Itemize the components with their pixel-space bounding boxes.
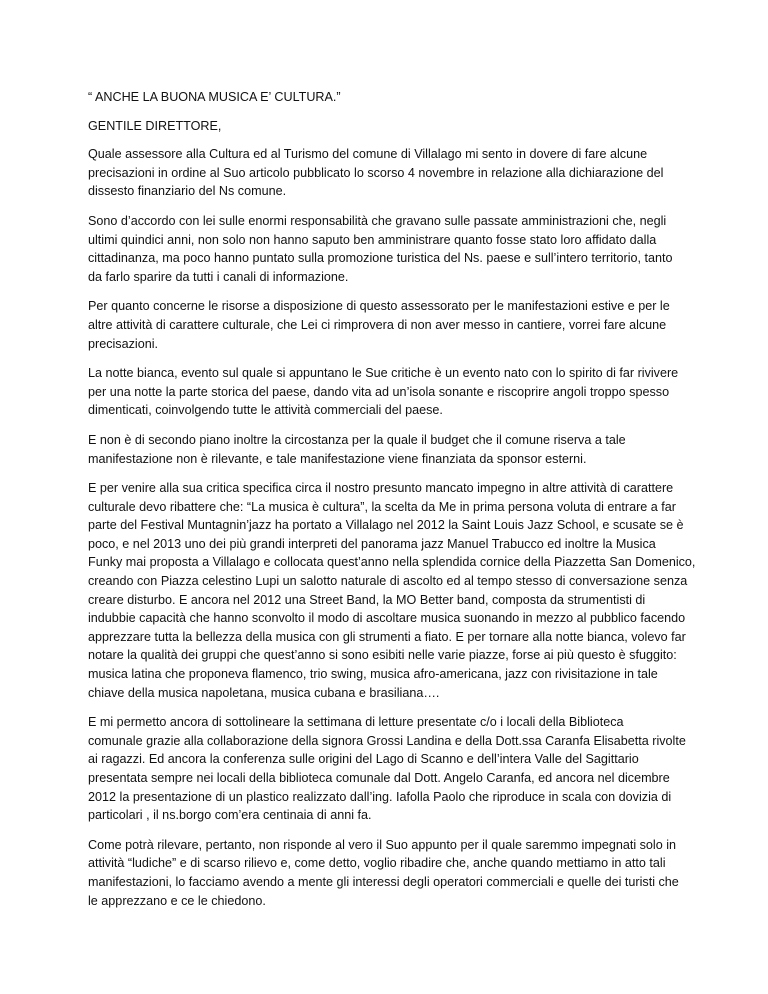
paragraph-5: E non è di secondo piano inoltre la circostanza per la quale il budget che il comune riserva a tale manifestazione non è rilevante, e tale manifestazione viene finanziata da sponsor esterni.	[88, 432, 626, 466]
paragraph-4: La notte bianca, evento sul quale si appuntano le Sue critiche è un evento nato con lo spirito di far rivivere per una notte la parte storica del paese, dando vita ad un’isola sonante e riscoprire angoli troppo spesso dimenticati, coinvolgendo tutte le attività commerciali del paese.	[88, 366, 679, 418]
letter-title: “ ANCHE LA BUONA MUSICA E’ CULTURA.”	[88, 90, 341, 104]
paragraph-1: Quale assessore alla Cultura ed al Turismo del comune di Villalago mi sento in dovere di fare alcune precisazioni in ordine al Suo articolo pubblicato lo scorso 4 novembre in relazione alla dichiarazione del dissesto finanziario del Ns comune.	[88, 147, 664, 199]
paragraph-7: E mi permetto ancora di sottolineare la settimana di letture presentate c/o i locali della Biblioteca comunale grazie alla collaborazione della signora Grossi Landina e della Dott.ssa Caranfa Elisabetta rivolte ai ragazzi. Ed ancora la conferenza sulle origini del Lago di Scanno e dell’intera Valle del Sagittario presentata sempre nei locali della biblioteca comunale dal Dott. Angelo Caranfa, ed ancora nel dicembre 2012 la presentazione di un plastico realizzato dall’ing. Iafolla Paolo che riproduce in scala con dovizia di particolari , il ns.borgo com’era centinaia di anni fa.	[88, 715, 686, 823]
letter-body	[88, 88, 696, 921]
paragraph-6: E per venire alla sua critica specifica circa il nostro presunto mancato impegno in altre attività di carattere culturale devo ribattere che: “La musica è cultura”, la scelta da Me in prima persona voluta di entrare a far parte del Festival Muntagnin’jazz ha portato a Villalago nel 2012 la Saint Louis Jazz School, e scusate se è poco, e nel 2013 uno dei più grandi interpreti del panorama jazz Manuel Trabucco ed inoltre la Musica Funky mai proposta a Villalago e collocata quest’anno nella splendida cornice della Piazzetta San Domenico, creando con Piazza celestino Lupi un salotto naturale di ascolto ed al tempo stesso di conversazione senza creare disturbo. E ancora nel 2012 una Street Band, la MO Better band, composta da strumentisti di indubbie capacità che hanno sconvolto il modo di ascoltare musica suonando in mezzo al pubblico facendo apprezzare tutta la bellezza della musica con gli strumenti a fiato. E per tornare alla notte bianca, volevo far notare la qualità dei gruppi che quest’anno si sono esibiti nelle varie piazze, forse ai più questo è sfuggito: musica latina che proponeva flamenco, trio swing, musica afro-americana, jazz con rivisitazione in tale chiave della musica napoletana, musica cubana e brasiliana….	[88, 481, 696, 700]
paragraph-3: Per quanto concerne le risorse a disposizione di questo assessorato per le manifestazioni estive e per le altre attività di carattere culturale, che Lei ci rimprovera di non aver messo in cantiere, vorrei fare alcune precisazioni.	[88, 299, 670, 351]
paragraph-8: Come potrà rilevare, pertanto, non risponde al vero il Suo appunto per il quale saremmo impegnati solo in attività “ludiche” e di scarso rilievo e, come detto, voglio ribadire che, anche quando mettiamo in atto tali manifestazioni, lo facciamo avendo a mente gli interessi degli operatori commerciali e quelle dei turisti che le apprezzano e ce le chiedono.	[88, 837, 679, 908]
paragraph-2: Sono d’accordo con lei sulle enormi responsabilità che gravano sulle passate amministrazioni che, negli ultimi quindici anni, non solo non hanno saputo ben amministrare quanto fosse stato loro affidato dalla cittadinanza, ma poco hanno puntato sulla promozione turistica del Ns. paese e sull’intero territorio, tanto da farlo sparire da tutti i canali di informazione.	[88, 213, 673, 284]
letter-salutation: GENTILE DIRETTORE,	[88, 118, 222, 133]
